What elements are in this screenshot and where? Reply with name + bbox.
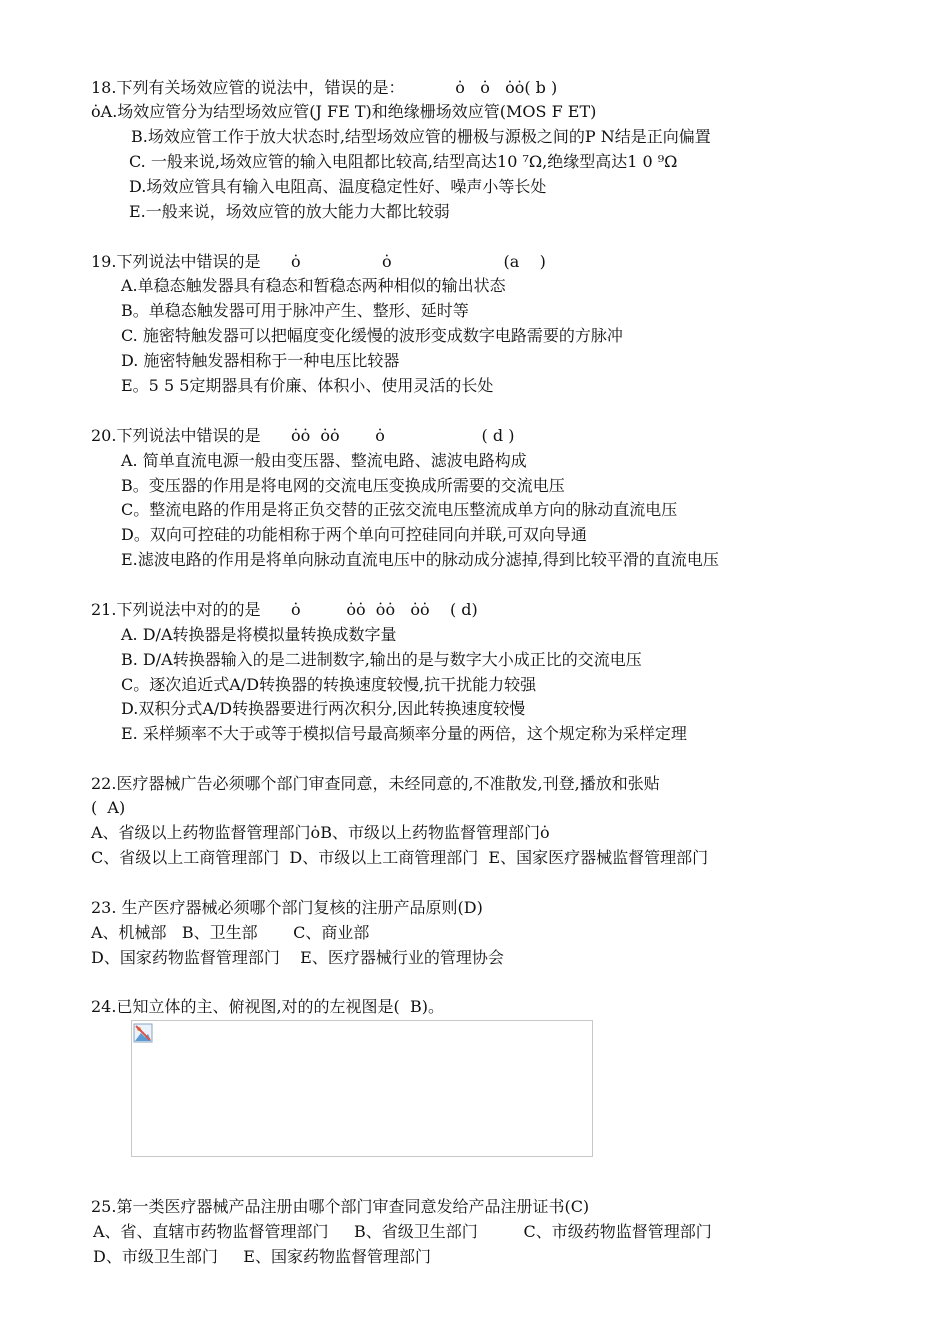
q24-stem: 24.已知立体的主、俯视图,对的的左视图是( B)。 xyxy=(91,997,444,1016)
q19-option-a: A.单稳态触发器具有稳态和暂稳态两种相似的输出状态 xyxy=(121,276,506,295)
q23-options-row-1: A、机械部 B、卫生部 C、商业部 xyxy=(91,923,370,942)
q25-options-row-2: D、市级卫生部门 E、国家药物监督管理部门 xyxy=(93,1247,431,1266)
q21-option-c: C。逐次追近式A/D转换器的转换速度较慢,抗干扰能力较强 xyxy=(121,675,537,694)
q20-option-c: C。整流电路的作用是将正负交替的正弦交流电压整流成单方向的脉动直流电压 xyxy=(121,500,678,519)
q22-stem: 22.医疗器械广告必须哪个部门审查同意，未经同意的,不准散发,刊登,播放和张贴 xyxy=(91,774,660,793)
q23-options-row-2: D、国家药物监督管理部门 E、医疗器械行业的管理协会 xyxy=(91,948,504,967)
q22-options-row-2: C、省级以上工商管理部门 D、市级以上工商管理部门 E、国家医疗器械监督管理部门 xyxy=(91,848,709,867)
q21-option-a: A. D/A转换器是将模拟量转换成数字量 xyxy=(121,625,397,644)
q25-options-row-1: A、省、直辖市药物监督管理部门 B、省级卫生部门 C、市级药物监督管理部门 xyxy=(93,1222,712,1241)
q18-option-e: E.一般来说，场效应管的放大能力大都比较弱 xyxy=(129,202,450,221)
q20-option-d: D。双向可控硅的功能相称于两个单向可控硅同向并联,可双向导通 xyxy=(121,525,587,544)
q19-option-e: E。5 5 5定期器具有价廉、体积小、使用灵活的长处 xyxy=(121,376,494,395)
q19-stem: 19.下列说法中错误的是 ȯ ȯ (a ) xyxy=(91,252,546,271)
q25-stem: 25.第一类医疗器械产品注册由哪个部门审查同意发给产品注册证书(C) xyxy=(91,1197,590,1216)
q24-image-placeholder xyxy=(131,1020,593,1157)
broken-image-icon xyxy=(133,1023,153,1043)
q18-option-a: ȯA.场效应管分为结型场效应管(J FE T)和绝缘栅场效应管(MOS F ET) xyxy=(91,102,597,121)
q21-option-d: D.双积分式A/D转换器要进行两次积分,因此转换速度较慢 xyxy=(121,699,526,718)
q18-option-b: B.场效应管工作于放大状态时,结型场效应管的栅极与源极之间的P N结是正向偏置 xyxy=(131,127,711,146)
q22-answer: ( A) xyxy=(91,798,126,817)
q19-option-d: D. 施密特触发器相称于一种电压比较器 xyxy=(121,351,400,370)
q21-stem: 21.下列说法中对的的是 ȯ ȯȯ ȯȯ ȯȯ ( d) xyxy=(91,600,478,619)
q18-option-d: D.场效应管具有输入电阻高、温度稳定性好、噪声小等长处 xyxy=(129,177,547,196)
q21-option-e: E. 采样频率不大于或等于模拟信号最高频率分量的两倍，这个规定称为采样定理 xyxy=(121,724,687,743)
q20-option-a: A. 简单直流电源一般由变压器、整流电路、滤波电路构成 xyxy=(121,451,527,470)
q21-option-b: B. D/A转换器输入的是二进制数字,输出的是与数字大小成正比的交流电压 xyxy=(121,650,642,669)
q19-option-c: C. 施密特触发器可以把幅度变化缓慢的波形变成数字电路需要的方脉冲 xyxy=(121,326,623,345)
q22-options-row-1: A、省级以上药物监督管理部门ȯB、市级以上药物监督管理部门ȯ xyxy=(91,823,550,842)
q19-option-b: B。单稳态触发器可用于脉冲产生、整形、延时等 xyxy=(121,301,469,320)
q20-option-b: B。变压器的作用是将电网的交流电压变换成所需要的交流电压 xyxy=(121,476,565,495)
q23-stem: 23. 生产医疗器械必须哪个部门复核的注册产品原则(D) xyxy=(91,898,483,917)
q20-stem: 20.下列说法中错误的是 ȯȯ ȯȯ ȯ ( d ) xyxy=(91,426,515,445)
q20-option-e: E.滤波电路的作用是将单向脉动直流电压中的脉动成分滤掉,得到比较平滑的直流电压 xyxy=(121,550,719,569)
q18-option-c: C. 一般来说,场效应管的输入电阻都比较高,结型高达10 ⁷Ω,绝缘型高达1 0 ⁹Ω xyxy=(129,152,678,171)
q18-stem: 18.下列有关场效应管的说法中，错误的是： ȯ ȯ ȯȯ( b ) xyxy=(91,78,558,97)
